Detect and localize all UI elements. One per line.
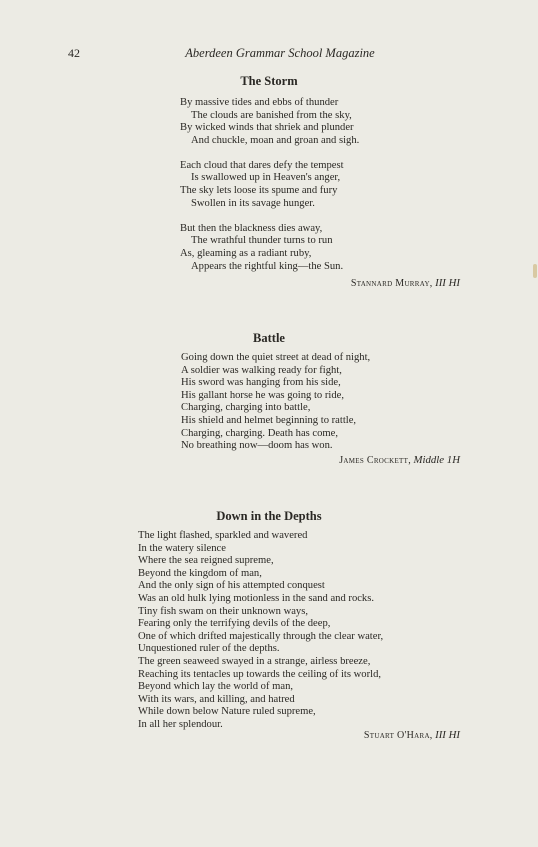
poem-line: The green seaweed swayed in a strange, airless breeze, (138, 655, 371, 667)
poem-line: One of which drifted majestically through the clear water, (138, 630, 384, 642)
poem-line: And chuckle, moan and groan and sigh. (191, 134, 360, 146)
poem-line: The light flashed, sparkled and wavered (138, 530, 308, 541)
poem-line: His sword was hanging from his side, (181, 377, 341, 389)
poem-line: Reaching its tentacles up towards the ceiling of its world, (138, 668, 382, 680)
page-number: 42 (68, 46, 80, 60)
magazine-title: Aberdeen Grammar School Magazine (185, 46, 375, 60)
poem-line: Appears the rightful king—the Sun. (191, 260, 344, 272)
stanza (180, 97, 359, 147)
poem-line: In the watery silence (138, 542, 226, 554)
poem-line: Swollen in its savage hunger. (191, 197, 315, 209)
poem-line: The clouds are banished from the sky, (191, 109, 352, 121)
stanza (180, 223, 359, 273)
poem-line: Is swallowed up in Heaven's anger, (191, 172, 341, 184)
poem-line: Each cloud that dares defy the tempest (180, 159, 344, 171)
poem-line: By massive tides and ebbs of thunder (180, 97, 339, 108)
poem-line: Was an old hulk lying motionless in the sand and rocks. (138, 592, 375, 604)
poem-line: And the only sign of his attempted conquest (138, 580, 325, 592)
poem-line: Charging, charging. Death has come, (181, 427, 339, 439)
poem-line: By wicked winds that shriek and plunder (180, 122, 354, 134)
author-form: III HI (435, 729, 460, 741)
poem-line: In all her splendour. (138, 718, 223, 730)
author-form: Middle 1H (413, 454, 460, 466)
poem-line: No breathing now—doom has won. (181, 440, 333, 452)
author-name: Stannard Murray, (350, 278, 433, 289)
poem-line: But then the blackness dies away, (180, 222, 323, 234)
poem-line: As, gleaming as a radiant ruby, (180, 247, 312, 259)
poem-line: His shield and helmet beginning to rattle, (181, 414, 357, 426)
author-name: James Crockett, (339, 455, 412, 466)
poem-line: Going down the quiet street at dead of night, (181, 352, 371, 363)
poem-title-the-storm: The Storm (240, 74, 298, 88)
page-header (0, 46, 538, 62)
poem-author (351, 277, 460, 289)
poem-title-down-in-the-depths: Down in the Depths (216, 509, 322, 523)
author-name: Stuart O'Hara, (363, 730, 433, 741)
stanza (180, 160, 359, 210)
poem-line: Charging, charging into battle, (181, 402, 311, 414)
poem-battle (181, 352, 370, 453)
poem-line: Tiny fish swam on their unknown ways, (138, 605, 308, 617)
poem-line: Where the sea reigned supreme, (138, 555, 274, 567)
poem-line: With its wars, and killing, and hatred (138, 693, 295, 705)
poem-line: His gallant horse he was going to ride, (181, 389, 344, 401)
poem-line: The sky lets loose its spume and fury (180, 185, 338, 197)
poem-line: While down below Nature ruled supreme, (138, 706, 316, 718)
poem-line: The wrathful thunder turns to run (191, 235, 333, 247)
poem-line: Unquestioned ruler of the depths. (138, 643, 280, 655)
poem-line: A soldier was walking ready for fight, (181, 364, 342, 376)
poem-author (364, 729, 460, 741)
poem-down-in-the-depths (138, 530, 383, 732)
poem-author (339, 454, 460, 466)
poem-line: Beyond which lay the world of man, (138, 681, 294, 693)
poem-title-battle: Battle (253, 331, 285, 345)
poem-the-storm (180, 97, 359, 273)
author-form: III HI (435, 277, 460, 289)
poem-line: Fearing only the terrifying devils of the deep, (138, 618, 331, 630)
page-edge-mark (533, 264, 537, 278)
poem-line: Beyond the kingdom of man, (138, 567, 262, 579)
